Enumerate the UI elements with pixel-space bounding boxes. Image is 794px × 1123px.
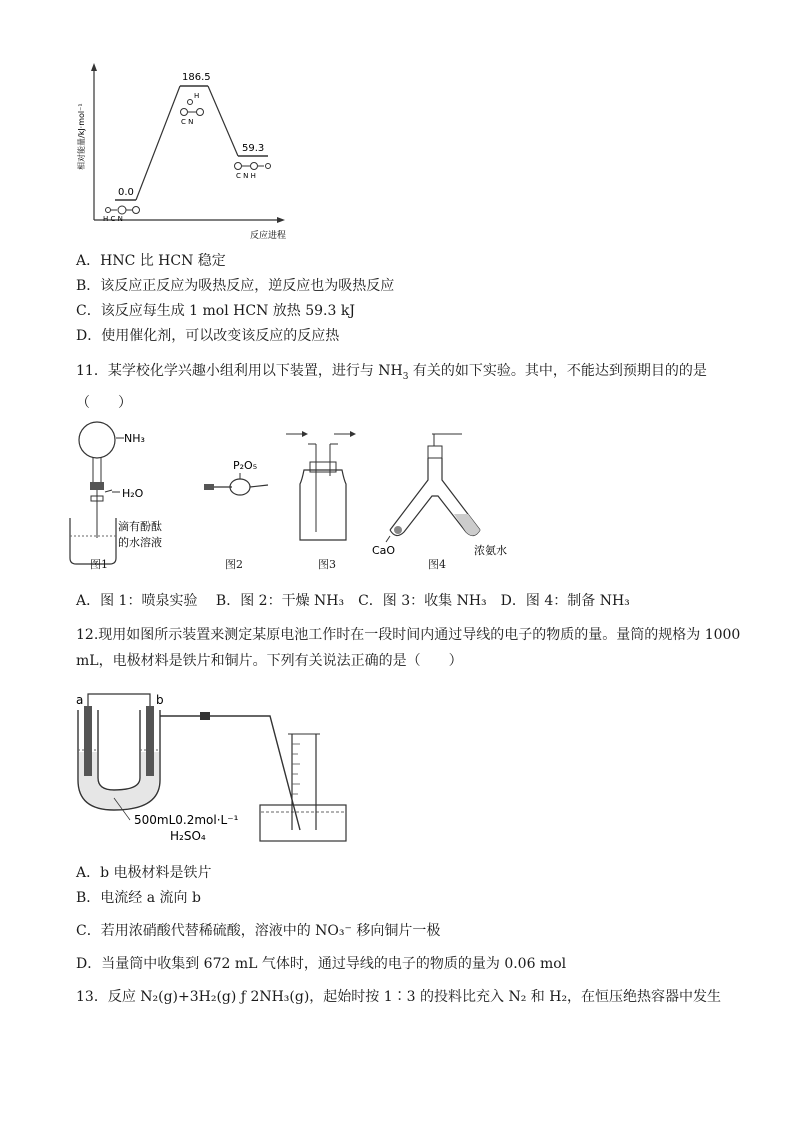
electrode-b-label: b: [156, 693, 164, 707]
fig1-solution-label-2: 的水溶液: [118, 536, 162, 549]
q10-option-c: C．该反应每生成 1 mol HCN 放热 59.3 kJ: [76, 303, 355, 319]
molecule-start-icon: [106, 206, 140, 214]
y-axis-label: 相对能量/kJ·mol⁻¹: [77, 103, 86, 170]
fig3-gas-bottle: [280, 428, 370, 548]
level-ts-value: 186.5: [182, 72, 211, 83]
q12-option-b: B．电流经 a 流向 b: [76, 890, 201, 906]
q11-stem-sub: 3: [402, 371, 409, 382]
molecule-ts-icon: [181, 100, 204, 116]
q10-option-d: D．使用催化剂，可以改变该反应的反应热: [76, 328, 340, 344]
q12-option-d: D．当量筒中收集到 672 mL 气体时，通过导线的电子的物质的量为 0.06 mol: [76, 956, 567, 972]
level-start-value: 0.0: [118, 187, 134, 198]
end-atoms: C N H: [236, 172, 256, 180]
fig4-y-tube: [370, 430, 510, 560]
electrolyte-concentration-label: 500mL0.2mol·L⁻¹: [134, 813, 239, 827]
start-atoms: H C N: [103, 215, 123, 223]
x-axis-label: 反应进程: [250, 231, 287, 241]
fig4-ammonia-label: 浓氨水: [474, 544, 507, 557]
fig1-caption: 图1: [90, 558, 108, 571]
fig3-caption: 图3: [318, 558, 336, 571]
fig1-fountain-apparatus: [60, 418, 170, 573]
q11-stem-part1: 11．某学校化学兴趣小组利用以下装置，进行与 NH: [76, 363, 403, 379]
q10-option-a: A．HNC 比 HCN 稳定: [76, 253, 226, 269]
molecule-end-icon: [235, 163, 271, 170]
fig1-nh3-label: NH₃: [124, 432, 145, 445]
q13-stem: 13．反应 N₂(g)+3H₂(g) ƒ 2NH₃(g)，起始时按 1∶3 的投料比充入 N₂ 和 H₂，在恒压绝热容器中发生: [76, 989, 722, 1005]
ts-atoms-bottom: C N: [181, 118, 194, 126]
fig1-h2o-label: H₂O: [122, 487, 144, 500]
electrode-a-label: a: [76, 693, 84, 707]
level-end-value: 59.3: [242, 143, 265, 154]
q11-answer-paren: （ ）: [76, 395, 132, 411]
energy-diagram: [70, 60, 310, 245]
q11-options: A．图 1：喷泉实验 B．图 2：干燥 NH₃ C．图 3：收集 NH₃ D．图 4：制备 NH₃: [76, 593, 630, 609]
fig4-caption: 图4: [428, 558, 446, 571]
ts-atoms-top: H: [194, 92, 200, 100]
fig2-caption: 图2: [225, 558, 243, 571]
q11-stem-part2: 有关的如下实验。其中，不能达到预期目的的是: [408, 363, 707, 379]
q11-stem: [76, 362, 707, 386]
fig2-p2o5-label: P₂O₅: [233, 459, 258, 472]
fig1-solution-label-1: 滴有酚酞: [118, 520, 162, 533]
q12-galvanic-cell-apparatus: [70, 690, 370, 845]
q12-stem-line-2: mL，电极材料是铁片和铜片。下列有关说法正确的是（ ）: [76, 653, 463, 669]
fig4-cao-label: CaO: [372, 544, 396, 557]
fig2-drying-tube: [200, 455, 280, 505]
q12-option-a: A．b 电极材料是铁片: [76, 865, 212, 881]
q12-stem-line-1: 12.现用如图所示装置来测定某原电池工作时在一段时间内通过导线的电子的物质的量。量筒的规格为 1000: [76, 627, 741, 643]
q10-option-b: B．该反应正反应为吸热反应，逆反应也为吸热反应: [76, 278, 395, 294]
electrolyte-formula-label: H₂SO₄: [170, 829, 206, 843]
q12-option-c: C．若用浓硝酸代替稀硫酸，溶液中的 NO₃⁻ 移向铜片一极: [76, 923, 441, 939]
